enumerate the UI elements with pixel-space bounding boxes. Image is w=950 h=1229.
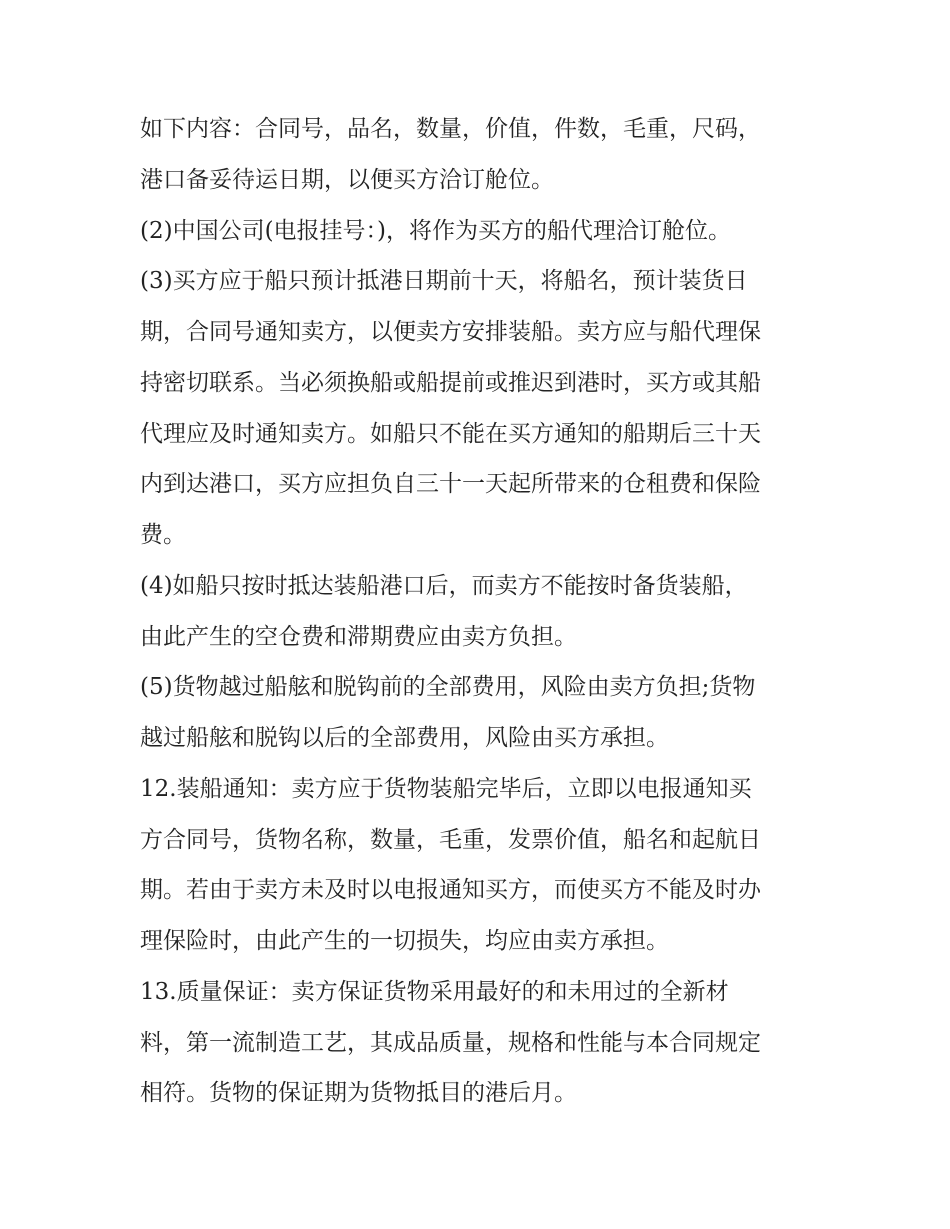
text-line: (2)中国公司(电报挂号：)，将作为买方的船代理洽订舱位。 — [140, 217, 732, 244]
text-line: 相符。货物的保证期为货物抵目的港后月。 — [140, 1080, 577, 1107]
text-line: 越过船舷和脱钩以后的全部费用，风险由买方承担。 — [140, 725, 669, 751]
text-line: 持密切联系。当必须换船或船提前或推迟到港时，买方或其船 — [140, 369, 761, 396]
text-line: 如下内容：合同号，品名，数量，价值，件数，毛重，尺码， — [140, 116, 761, 142]
text-line: 费。 — [140, 522, 186, 548]
text-line: 由此产生的空仓费和滞期费应由卖方负担。 — [140, 623, 577, 650]
text-line: 期。若由于卖方未及时以电报通知买方，而使买方不能及时办 — [140, 877, 761, 904]
text-line: 12.装船通知：卖方应于货物装船完毕后，立即以电报通知买 — [140, 775, 752, 802]
text-line: 理保险时，由此产生的一切损失，均应由卖方承担。 — [140, 928, 669, 954]
text-line: 13.质量保证：卖方保证货物采用最好的和未用过的全新材 — [140, 978, 729, 1005]
text-line: 料，第一流制造工艺，其成品质量，规格和性能与本合同规定 — [140, 1029, 761, 1056]
text-line: 代理应及时通知卖方。如船只不能在买方通知的船期后三十天 — [140, 420, 761, 447]
text-line: (4)如船只按时抵达装船港口后，而卖方不能按时备货装船， — [140, 572, 748, 599]
document-body — [140, 110, 840, 1125]
text-line: 内到达港口，买方应担负自三十一天起所带来的仓租费和保险 — [140, 471, 761, 498]
text-line: 期，合同号通知卖方，以便卖方安排装船。卖方应与船代理保 — [140, 319, 761, 345]
text-line: 方合同号，货物名称，数量，毛重，发票价值，船名和起航日 — [140, 826, 761, 853]
text-line: 港口备妥待运日期，以便买方洽订舱位。 — [140, 166, 554, 193]
text-line: (3)买方应于船只预计抵港日期前十天，将船名，预计装货日 — [140, 268, 748, 295]
text-line: (5)货物越过船舷和脱钩前的全部费用，风险由卖方负担;货物 — [140, 674, 756, 701]
